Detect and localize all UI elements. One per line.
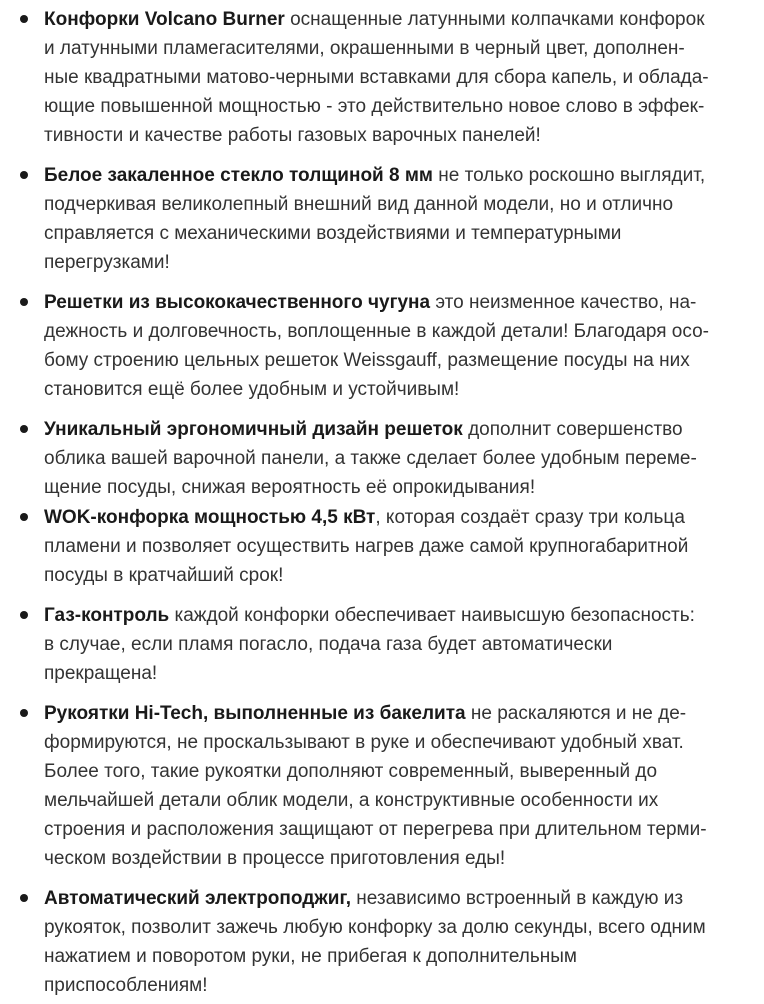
feature-line: [44, 728, 684, 757]
bullet-icon: [20, 298, 28, 306]
bullet-icon: [20, 513, 28, 521]
feature-text: и латунными пламегасителями, окрашенными в черный цвет, дополнен-: [44, 38, 685, 59]
feature-line: [44, 346, 690, 375]
bullet-icon: [20, 425, 28, 433]
feature-text: мельчайшей детали облик модели, а конструктивные особенности их: [44, 790, 659, 811]
feature-line: [44, 248, 170, 277]
feature-line: [44, 415, 683, 444]
feature-text: независимо встроенный в каждую из: [350, 888, 684, 909]
feature-line: [44, 786, 658, 815]
feature-line: [44, 503, 685, 532]
feature-title: Белое закаленное стекло толщиной 8 мм: [44, 165, 433, 186]
feature-text: щение посуды, снижая вероятность её опрокидывания!: [44, 477, 536, 498]
feature-line: [44, 942, 577, 971]
feature-title: WOK-конфорка мощностью 4,5 кВт: [44, 507, 376, 528]
feature-title: Уникальный эргономичный дизайн решеток: [44, 419, 463, 440]
feature-text: подчеркивая великолепный внешний вид данной модели, но и отлично: [44, 194, 674, 215]
feature-text: ющие повышенной мощностью - это действительно новое слово в эффек-: [44, 96, 705, 117]
feature-line: [44, 444, 697, 473]
feature-text: каждой конфорки обеспечивает наивысшую безопасность:: [169, 605, 695, 626]
feature-line: [44, 532, 688, 561]
feature-line: [44, 844, 505, 873]
feature-line: [44, 815, 707, 844]
feature-text: бому строению цельных решеток Weissgauff, размещение посуды на них: [44, 350, 690, 371]
feature-text: формируются, не проскальзывают в руке и обеспечивают удобный хват.: [44, 732, 684, 753]
feature-text: не только роскошно выглядит,: [432, 165, 706, 186]
feature-title: Решетки из высококачественного чугуна: [44, 292, 431, 313]
bullet-icon: [20, 709, 28, 717]
feature-title: Рукоятки Hi-Tech, выполненные из бакелита: [44, 703, 466, 724]
feature-line: [44, 121, 541, 150]
feature-text: рукояток, позволит зажечь любую конфорку за долю секунды, всего одним: [44, 917, 706, 938]
feature-text: облика вашей варочной панели, а также сделает более удобным переме-: [44, 448, 697, 469]
feature-line: [44, 601, 695, 630]
feature-title: Автоматический электроподжиг,: [44, 888, 351, 909]
feature-text: , которая создаёт сразу три кольца: [375, 507, 685, 528]
feature-text: приспособлениям!: [44, 975, 208, 996]
feature-text: ные квадратными матово-черными вставками для сбора капель, и облада-: [44, 67, 709, 88]
feature-text: оснащенные латунными колпачками конфорок: [284, 9, 705, 30]
feature-line: [44, 288, 696, 317]
feature-title: Газ-контроль: [44, 605, 170, 626]
feature-text: Более того, такие рукоятки дополняют современный, выверенный до: [44, 761, 658, 782]
feature-text: становится ещё более удобным и устойчивым!: [44, 379, 460, 400]
feature-line: [44, 884, 683, 913]
feature-text: дополнит совершенство: [462, 419, 683, 440]
feature-line: [44, 757, 657, 786]
feature-line: [44, 375, 459, 404]
feature-text: дежность и долговечность, воплощенные в каждой детали! Благодаря осо-: [44, 321, 709, 342]
feature-text: не раскаляются и не де-: [465, 703, 687, 724]
feature-line: [44, 699, 686, 728]
bullet-icon: [20, 15, 28, 23]
feature-line: [44, 190, 673, 219]
feature-text: нажатием и поворотом руки, не прибегая к дополнительным: [44, 946, 577, 967]
feature-text: пламени и позволяет осуществить нагрев даже самой крупногабаритной: [44, 536, 689, 557]
feature-text: в случае, если пламя погасло, подача газа будет автоматически: [44, 634, 613, 655]
bullet-icon: [20, 611, 28, 619]
bullet-icon: [20, 171, 28, 179]
feature-line: [44, 219, 621, 248]
feature-text: это неизменное качество, на-: [430, 292, 697, 313]
feature-title: Конфорки Volcano Burner: [44, 9, 285, 30]
feature-line: [44, 34, 685, 63]
feature-text: тивности и качестве работы газовых варочных панелей!: [44, 125, 541, 146]
feature-text: посуды в кратчайший срок!: [44, 565, 284, 586]
feature-text: ческом воздействии в процессе приготовления еды!: [44, 848, 506, 869]
feature-line: [44, 659, 157, 688]
feature-text: справляется с механическими воздействиями и температурными: [44, 223, 622, 244]
feature-text: перегрузками!: [44, 252, 170, 273]
bullet-icon: [20, 894, 28, 902]
feature-line: [44, 63, 709, 92]
feature-line: [44, 5, 705, 34]
feature-text: прекращена!: [44, 663, 158, 684]
feature-line: [44, 473, 535, 502]
feature-line: [44, 317, 709, 346]
feature-line: [44, 561, 283, 590]
feature-line: [44, 630, 612, 659]
feature-text: строения и расположения защищают от перегрева при длительном терми-: [44, 819, 707, 840]
feature-line: [44, 92, 704, 121]
feature-line: [44, 161, 705, 190]
feature-line: [44, 971, 208, 1000]
feature-line: [44, 913, 706, 942]
